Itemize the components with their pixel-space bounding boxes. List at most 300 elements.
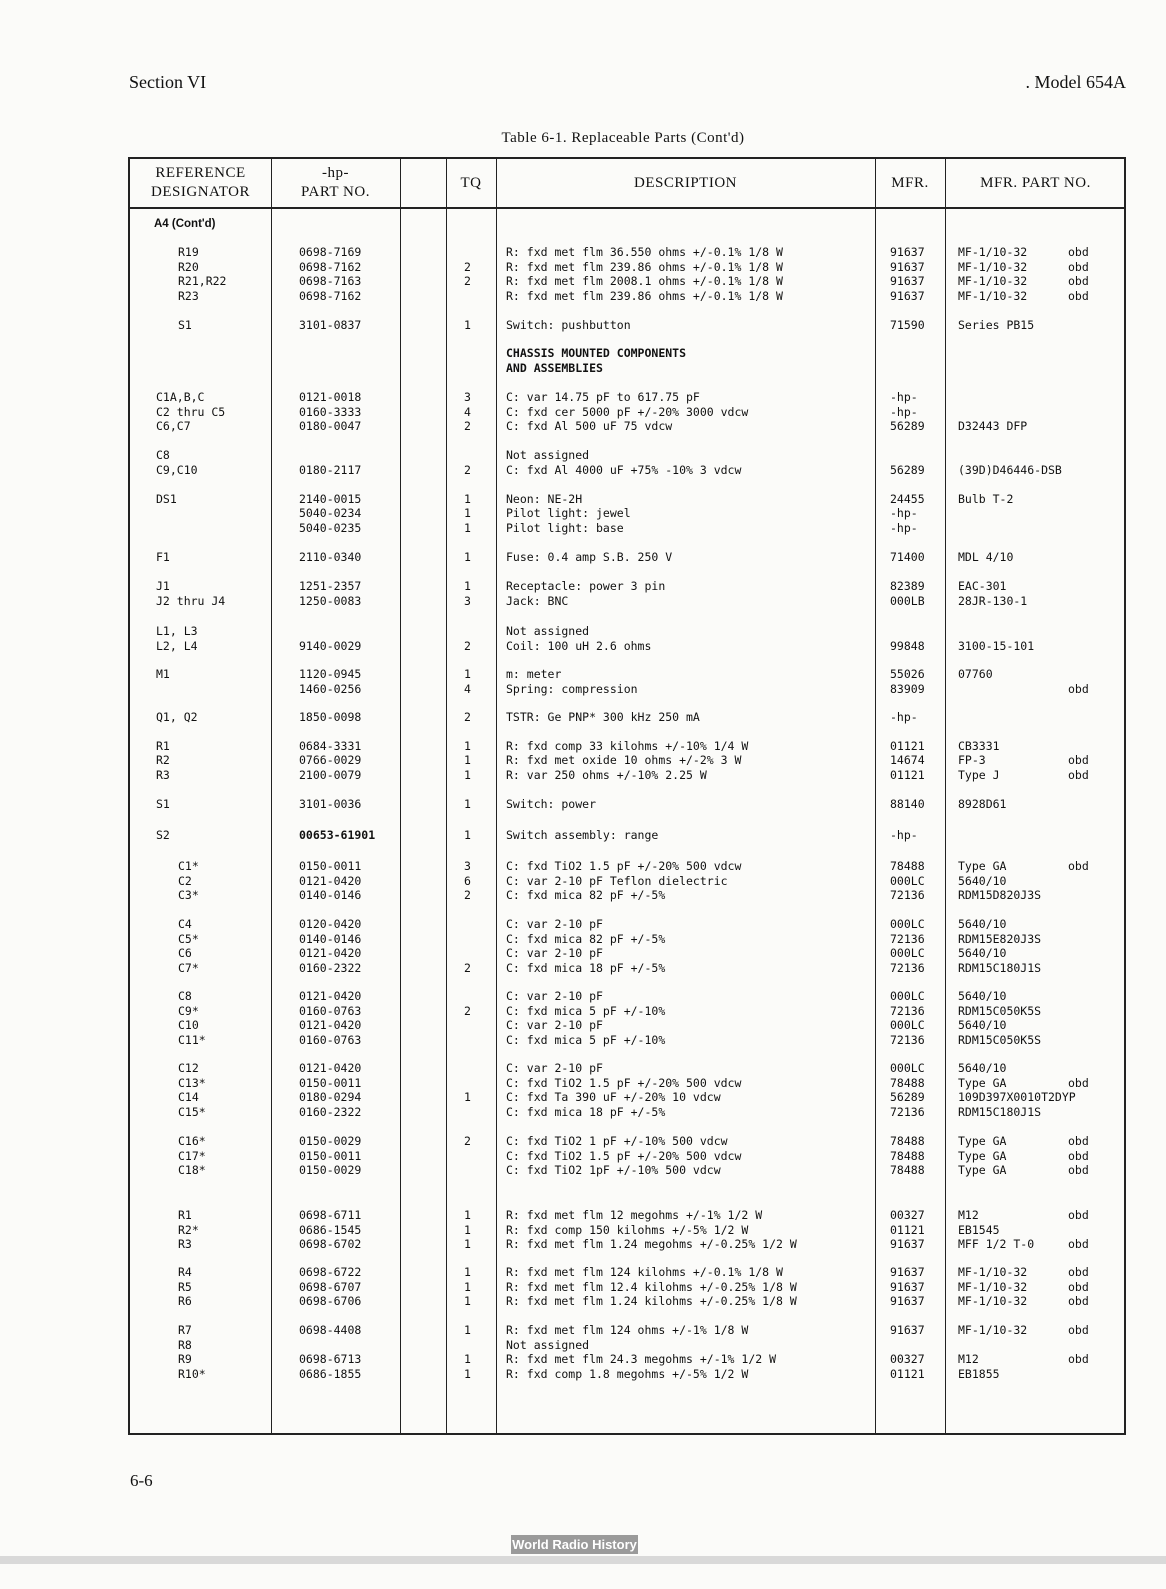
hp-part-number: 1251-2357 <box>299 579 362 593</box>
description: R: fxd comp 150 kilohms +/-5% 1/2 W <box>506 1222 749 1237</box>
total-quantity: 1 <box>464 1222 471 1237</box>
table-row <box>130 961 1124 976</box>
table-row <box>130 419 1124 434</box>
hp-part-number: 0698-6722 <box>299 1265 362 1279</box>
description: C: fxd cer 5000 pF +/-20% 3000 vdcw <box>506 404 749 419</box>
reference-designator: C16* <box>178 1134 206 1148</box>
total-quantity: 2 <box>464 888 471 902</box>
manufacturer-part-number: Series PB15 <box>958 318 1035 332</box>
manufacturer-code: 000LC <box>890 1018 925 1032</box>
table-row <box>130 289 1124 304</box>
manufacturer-code: 01121 <box>890 1366 925 1381</box>
manufacturer-code: 56289 <box>890 1090 925 1104</box>
manufacturer-code: 72136 <box>890 931 925 946</box>
reference-designator: R10* <box>178 1366 206 1381</box>
total-quantity: 1 <box>464 520 471 535</box>
total-quantity: 4 <box>464 404 471 419</box>
reference-designator: R21,R22 <box>178 274 227 288</box>
manufacturer-code: 91637 <box>890 1323 925 1337</box>
manufacturer-part-number: Type GA <box>958 1075 1007 1090</box>
table-row <box>130 1223 1124 1238</box>
manufacturer-code: -hp- <box>890 710 918 724</box>
total-quantity: 1 <box>464 828 471 842</box>
description: C: fxd Ta 390 uF +/-20% 10 vdcw <box>506 1090 721 1104</box>
description: C: fxd TiO2 1.5 pF +/-20% 500 vdcw <box>506 859 742 873</box>
manufacturer-code: 91637 <box>890 1237 925 1251</box>
total-quantity: 1 <box>464 796 471 811</box>
manufacturer-code: -hp- <box>890 520 918 535</box>
description: AND ASSEMBLIES <box>506 360 603 375</box>
hp-part-number: 0150-0029 <box>299 1134 362 1148</box>
manufacturer-code: 000LC <box>890 946 925 960</box>
table-row <box>130 1163 1124 1178</box>
table-row <box>130 1134 1124 1149</box>
manufacturer-part-number: MF-1/10-32 <box>958 259 1028 274</box>
manufacturer-code: 78488 <box>890 1148 925 1163</box>
hp-part-number: 0121-0018 <box>299 390 362 404</box>
total-quantity: 3 <box>464 859 471 873</box>
description: C: fxd TiO2 1.5 pF +/-20% 500 vdcw <box>506 1075 742 1090</box>
manufacturer-part-number: EAC-301 <box>958 579 1007 593</box>
obd-marker: obd <box>1068 1208 1089 1222</box>
manufacturer-part-number: Bulb T-2 <box>958 491 1014 506</box>
obd-marker: obd <box>1068 1163 1089 1177</box>
obd-marker: obd <box>1068 681 1089 696</box>
total-quantity: 1 <box>464 506 471 520</box>
manufacturer-part-number: MFF 1/2 T-0 <box>958 1237 1035 1251</box>
manufacturer-part-number: MF-1/10-32 <box>958 1294 1028 1308</box>
table-row <box>130 1208 1124 1223</box>
hp-part-number: 0150-0029 <box>299 1163 362 1177</box>
total-quantity: 4 <box>464 681 471 696</box>
reference-designator: J1 <box>156 579 170 593</box>
table-row <box>130 989 1124 1004</box>
reference-designator: C2 thru C5 <box>156 404 226 419</box>
hp-part-number: 0698-6713 <box>299 1352 362 1366</box>
total-quantity: 1 <box>464 1294 471 1308</box>
reference-designator: Q1, Q2 <box>156 710 198 724</box>
manufacturer-code: 01121 <box>890 1222 925 1237</box>
reference-designator: C1A,B,C <box>156 390 205 404</box>
reference-designator: C10 <box>178 1018 199 1032</box>
manufacturer-part-number: MF-1/10-32 <box>958 245 1028 259</box>
reference-designator: C12 <box>178 1061 199 1075</box>
manufacturer-part-number: 5640/10 <box>958 873 1007 888</box>
description: R: fxd met flm 239.86 ohms +/-0.1% 1/8 W <box>506 259 783 274</box>
hp-part-number: 0121-0420 <box>299 873 362 888</box>
table-row <box>130 245 1124 260</box>
manufacturer-code: 78488 <box>890 1134 925 1148</box>
manufacturer-code: 01121 <box>890 738 925 753</box>
description: C: fxd mica 82 pF +/-5% <box>506 888 666 902</box>
total-quantity: 2 <box>464 419 471 433</box>
description: m: meter <box>506 667 562 681</box>
reference-designator: R5 <box>178 1279 192 1294</box>
hp-part-number: 0121-0420 <box>299 946 362 960</box>
description: R: fxd met flm 124 kilohms +/-0.1% 1/8 W <box>506 1265 783 1279</box>
obd-marker: obd <box>1068 1075 1089 1090</box>
table-row <box>130 624 1124 639</box>
reference-designator: R9 <box>178 1352 192 1366</box>
hp-part-number: 0686-1545 <box>299 1222 362 1237</box>
reference-designator: R6 <box>178 1294 192 1308</box>
manufacturer-part-number: 07760 <box>958 667 993 681</box>
header-tq: TQ <box>460 174 482 191</box>
description: R: var 250 ohms +/-10% 2.25 W <box>506 767 707 782</box>
table-row <box>130 768 1124 783</box>
reference-designator: R23 <box>178 288 199 303</box>
manufacturer-part-number: D32443 DFP <box>958 419 1028 433</box>
total-quantity: 2 <box>464 1003 471 1018</box>
table-row <box>130 1061 1124 1076</box>
table-row <box>130 594 1124 609</box>
manufacturer-code: 91637 <box>890 274 925 288</box>
table-row <box>130 1294 1124 1309</box>
obd-marker: obd <box>1068 1237 1089 1251</box>
reference-designator: A4 (Cont'd) <box>154 218 216 230</box>
reference-designator: C3* <box>178 888 199 902</box>
manufacturer-part-number: 5640/10 <box>958 946 1007 960</box>
header-hp-part-no: -hp- PART NO. <box>301 165 370 200</box>
manufacturer-code: -hp- <box>890 404 918 419</box>
manufacturer-part-number: FP-3 <box>958 753 986 767</box>
table-row <box>130 346 1124 361</box>
description: Jack: BNC <box>506 593 569 608</box>
hp-part-number: 0120-0420 <box>299 917 362 931</box>
table-caption: Table 6-1. Replaceable Parts (Cont'd) <box>501 130 745 146</box>
table-row <box>130 639 1124 654</box>
manufacturer-code: 56289 <box>890 419 925 433</box>
reference-designator: S1 <box>156 796 170 811</box>
reference-designator: R20 <box>178 259 199 274</box>
reference-designator: F1 <box>156 550 170 564</box>
table-row <box>130 710 1124 725</box>
manufacturer-code: 91637 <box>890 245 925 259</box>
obd-marker: obd <box>1068 1265 1089 1279</box>
manufacturer-code: 91637 <box>890 1279 925 1294</box>
table-row <box>130 874 1124 889</box>
section-label: Section VI <box>129 72 207 92</box>
table-row <box>130 260 1124 275</box>
hp-part-number: 0150-0011 <box>299 1148 362 1163</box>
table-row <box>130 506 1124 521</box>
description: Not assigned <box>506 624 590 638</box>
bottom-band <box>0 1556 1166 1564</box>
reference-designator: R1 <box>156 738 170 753</box>
manufacturer-code: 72136 <box>890 1032 925 1047</box>
hp-part-number: 2100-0079 <box>299 767 362 782</box>
table-row <box>130 1105 1124 1120</box>
manufacturer-part-number: MF-1/10-32 <box>958 1323 1028 1337</box>
manufacturer-code: 91637 <box>890 259 925 274</box>
total-quantity: 1 <box>464 318 471 332</box>
description: Receptacle: power 3 pin <box>506 579 666 593</box>
hp-part-number: 0140-0146 <box>299 888 362 902</box>
description: C: var 2-10 pF Teflon dielectric <box>506 873 728 888</box>
total-quantity: 1 <box>464 491 471 506</box>
manufacturer-part-number: M12 <box>958 1208 979 1222</box>
manufacturer-code: 71590 <box>890 318 925 332</box>
hp-part-number: 1850-0098 <box>299 710 362 724</box>
manufacturer-part-number: MF-1/10-32 <box>958 1265 1028 1279</box>
description: C: fxd mica 5 pF +/-10% <box>506 1003 666 1018</box>
table-row <box>130 405 1124 420</box>
manufacturer-part-number: CB3331 <box>958 738 1000 753</box>
table-row <box>130 1018 1124 1033</box>
reference-designator: L2, L4 <box>156 638 198 653</box>
manufacturer-part-number: EB1545 <box>958 1222 1000 1237</box>
hp-part-number: 0180-0047 <box>299 419 362 433</box>
total-quantity: 6 <box>464 873 471 888</box>
hp-part-number: 5040-0234 <box>299 506 362 520</box>
reference-designator: C9* <box>178 1003 199 1018</box>
manufacturer-part-number: RDM15D820J3S <box>958 888 1042 902</box>
description: C: var 2-10 pF <box>506 989 603 1003</box>
hp-part-number: 0160-2322 <box>299 960 362 975</box>
reference-designator: R1 <box>178 1208 192 1222</box>
total-quantity: 3 <box>464 593 471 608</box>
manufacturer-code: -hp- <box>890 506 918 520</box>
reference-designator: R7 <box>178 1323 192 1337</box>
hp-part-number: 1120-0945 <box>299 667 362 681</box>
manufacturer-code: 72136 <box>890 1003 925 1018</box>
manufacturer-code: 55026 <box>890 667 925 681</box>
table-row <box>130 1033 1124 1048</box>
manufacturer-code: 72136 <box>890 888 925 902</box>
table-row <box>130 1323 1124 1338</box>
hp-part-number: 5040-0235 <box>299 520 362 535</box>
manufacturer-part-number: RDM15E820J3S <box>958 931 1042 946</box>
reference-designator: C14 <box>178 1090 199 1104</box>
description: C: fxd mica 18 pF +/-5% <box>506 1104 666 1119</box>
total-quantity: 2 <box>464 638 471 653</box>
total-quantity: 1 <box>464 1265 471 1279</box>
reference-designator: C4 <box>178 917 192 931</box>
table-row <box>130 888 1124 903</box>
hp-part-number: 0160-0763 <box>299 1003 362 1018</box>
total-quantity: 1 <box>464 1323 471 1337</box>
hp-part-number: 0766-0029 <box>299 753 362 767</box>
reference-designator: C6,C7 <box>156 419 191 433</box>
manufacturer-code: 91637 <box>890 1294 925 1308</box>
table-row <box>130 463 1124 478</box>
manufacturer-part-number: Type GA <box>958 859 1007 873</box>
manufacturer-code: 000LC <box>890 873 925 888</box>
total-quantity: 1 <box>464 767 471 782</box>
manufacturer-part-number: Type GA <box>958 1163 1007 1177</box>
manufacturer-part-number: RDM15C050K5S <box>958 1032 1042 1047</box>
reference-designator: R2* <box>178 1222 199 1237</box>
manufacturer-part-number: Type GA <box>958 1134 1007 1148</box>
reference-designator: R8 <box>178 1337 192 1352</box>
description: R: fxd met flm 1.24 kilohms +/-0.25% 1/8 W <box>506 1294 797 1308</box>
hp-part-number: 0698-6707 <box>299 1279 362 1294</box>
description: Not assigned <box>506 1337 590 1352</box>
description: R: fxd met flm 124 ohms +/-1% 1/8 W <box>506 1323 749 1337</box>
description: R: fxd met flm 12.4 kilohms +/-0.25% 1/8 W <box>506 1279 797 1294</box>
table-row <box>130 1237 1124 1252</box>
table-row <box>130 274 1124 289</box>
description: R: fxd met flm 1.24 megohms +/-0.25% 1/2 W <box>506 1237 797 1251</box>
reference-designator: C8 <box>178 989 192 1003</box>
manufacturer-code: 000LC <box>890 917 925 931</box>
hp-part-number: 0180-2117 <box>299 462 362 477</box>
description: R: fxd comp 1.8 megohms +/-5% 1/2 W <box>506 1366 749 1381</box>
header-description: DESCRIPTION <box>633 174 737 191</box>
description: R: fxd met flm 36.550 ohms +/-0.1% 1/8 W <box>506 245 783 259</box>
manufacturer-part-number: 28JR-130-1 <box>958 593 1028 608</box>
table-row <box>130 753 1124 768</box>
manufacturer-part-number: (39D)D46446-DSB <box>958 462 1062 477</box>
manufacturer-code: 000LC <box>890 989 925 1003</box>
description: C: fxd mica 82 pF +/-5% <box>506 931 666 946</box>
manufacturer-part-number: M12 <box>958 1352 979 1366</box>
table-row <box>130 1265 1124 1280</box>
table-row <box>130 1076 1124 1091</box>
hp-part-number: 0121-0420 <box>299 1018 362 1032</box>
page-number: 6-6 <box>130 1471 153 1490</box>
hp-part-number: 0160-3333 <box>299 404 362 419</box>
reference-designator: C18* <box>178 1163 206 1177</box>
description: C: fxd mica 5 pF +/-10% <box>506 1032 666 1047</box>
table-row <box>130 739 1124 754</box>
hp-part-number: 0698-7163 <box>299 274 362 288</box>
description: Fuse: 0.4 amp S.B. 250 V <box>506 550 673 564</box>
hp-part-number: 1250-0083 <box>299 593 362 608</box>
description: R: fxd met flm 239.86 ohms +/-0.1% 1/8 W <box>506 288 783 303</box>
table-row <box>130 917 1124 932</box>
header-mfr: MFR. <box>891 174 929 191</box>
total-quantity: 1 <box>464 1208 471 1222</box>
total-quantity: 1 <box>464 579 471 593</box>
table-row <box>130 579 1124 594</box>
manufacturer-code: 78488 <box>890 1163 925 1177</box>
total-quantity: 1 <box>464 1279 471 1294</box>
description: R: fxd met flm 12 megohms +/-1% 1/2 W <box>506 1208 763 1222</box>
obd-marker: obd <box>1068 1279 1089 1294</box>
manufacturer-code: 56289 <box>890 462 925 477</box>
manufacturer-part-number: EB1855 <box>958 1366 1000 1381</box>
table-row <box>130 797 1124 812</box>
obd-marker: obd <box>1068 1134 1089 1148</box>
description: R: fxd met flm 2008.1 ohms +/-0.1% 1/8 W <box>506 274 783 288</box>
obd-marker: obd <box>1068 859 1089 873</box>
manufacturer-part-number: 5640/10 <box>958 917 1007 931</box>
manufacturer-code: 83909 <box>890 681 925 696</box>
header-divider <box>130 207 1124 209</box>
obd-marker: obd <box>1068 1148 1089 1163</box>
hp-part-number: 0698-6702 <box>299 1237 362 1251</box>
hp-part-number: 0121-0420 <box>299 989 362 1003</box>
description: Switch assembly: range <box>506 828 659 842</box>
manufacturer-code: 01121 <box>890 767 925 782</box>
reference-designator: S1 <box>178 318 192 332</box>
reference-designator: S2 <box>156 828 170 842</box>
table-row <box>130 1149 1124 1164</box>
total-quantity: 2 <box>464 274 471 288</box>
total-quantity: 2 <box>464 259 471 274</box>
obd-marker: obd <box>1068 1323 1089 1337</box>
manufacturer-part-number: RDM15C180J1S <box>958 960 1042 975</box>
reference-designator: R2 <box>156 753 170 767</box>
reference-designator: C8 <box>156 448 170 462</box>
header-reference-designator: REFERENCE DESIGNATOR <box>151 165 250 200</box>
hp-part-number: 0698-6711 <box>299 1208 362 1222</box>
reference-designator: C7* <box>178 960 199 975</box>
description: Coil: 100 uH 2.6 ohms <box>506 638 652 653</box>
model-label: . Model 654A <box>1025 72 1126 92</box>
description: TSTR: Ge PNP* 300 kHz 250 mA <box>506 710 700 724</box>
hp-part-number: 0160-0763 <box>299 1032 362 1047</box>
table-row <box>130 1280 1124 1295</box>
total-quantity: 1 <box>464 1366 471 1381</box>
manufacturer-part-number: MF-1/10-32 <box>958 288 1028 303</box>
total-quantity: 2 <box>464 462 471 477</box>
total-quantity: 1 <box>464 1090 471 1104</box>
description: C: fxd TiO2 1.5 pF +/-20% 500 vdcw <box>506 1148 742 1163</box>
header-mfr-part-no: MFR. PART NO. <box>980 174 1091 191</box>
parts-table <box>128 157 1126 1435</box>
obd-marker: obd <box>1068 753 1089 767</box>
hp-part-number: 0121-0420 <box>299 1061 362 1075</box>
hp-part-number: 0698-6706 <box>299 1294 362 1308</box>
description: C: fxd Al 4000 uF +75% -10% 3 vdcw <box>506 462 742 477</box>
reference-designator: M1 <box>156 667 170 681</box>
reference-designator: R3 <box>156 767 170 782</box>
manufacturer-part-number: RDM15C180J1S <box>958 1104 1042 1119</box>
reference-designator: C2 <box>178 873 192 888</box>
manufacturer-code: 24455 <box>890 491 925 506</box>
description: R: fxd met flm 24.3 megohms +/-1% 1/2 W <box>506 1352 777 1366</box>
hp-part-number: 0684-3331 <box>299 738 362 753</box>
description: Neon: NE-2H <box>506 491 583 506</box>
obd-marker: obd <box>1068 274 1089 288</box>
hp-part-number: 0686-1855 <box>299 1366 362 1381</box>
total-quantity: 1 <box>464 738 471 753</box>
reference-designator: C1* <box>178 859 199 873</box>
total-quantity: 1 <box>464 753 471 767</box>
manufacturer-code: 000LB <box>890 593 925 608</box>
description: Switch: pushbutton <box>506 318 631 332</box>
manufacturer-code: 71400 <box>890 550 925 564</box>
total-quantity: 2 <box>464 960 471 975</box>
table-row <box>130 682 1124 697</box>
reference-designator: C5* <box>178 931 199 946</box>
manufacturer-code: 00327 <box>890 1208 925 1222</box>
table-row <box>130 390 1124 405</box>
total-quantity: 1 <box>464 550 471 564</box>
reference-designator: R4 <box>178 1265 192 1279</box>
description: C: fxd TiO2 1 pF +/-10% 500 vdcw <box>506 1134 728 1148</box>
table-row <box>130 932 1124 947</box>
hp-part-number: 0698-7162 <box>299 288 362 303</box>
manufacturer-code: 99848 <box>890 638 925 653</box>
table-row <box>130 521 1124 536</box>
description: C: var 2-10 pF <box>506 946 603 960</box>
description: CHASSIS MOUNTED COMPONENTS <box>506 346 687 360</box>
manufacturer-part-number: MF-1/10-32 <box>958 274 1028 288</box>
manufacturer-code: 78488 <box>890 1075 925 1090</box>
manufacturer-part-number: 109D397X0010T2DYP <box>958 1090 1076 1104</box>
table-row <box>130 1338 1124 1353</box>
table-row <box>130 217 1124 232</box>
manufacturer-part-number: Type GA <box>958 1148 1007 1163</box>
obd-marker: obd <box>1068 767 1089 782</box>
table-row <box>130 448 1124 463</box>
manufacturer-code: 91637 <box>890 1265 925 1279</box>
description: Switch: power <box>506 796 597 811</box>
reference-designator: C13* <box>178 1075 206 1090</box>
